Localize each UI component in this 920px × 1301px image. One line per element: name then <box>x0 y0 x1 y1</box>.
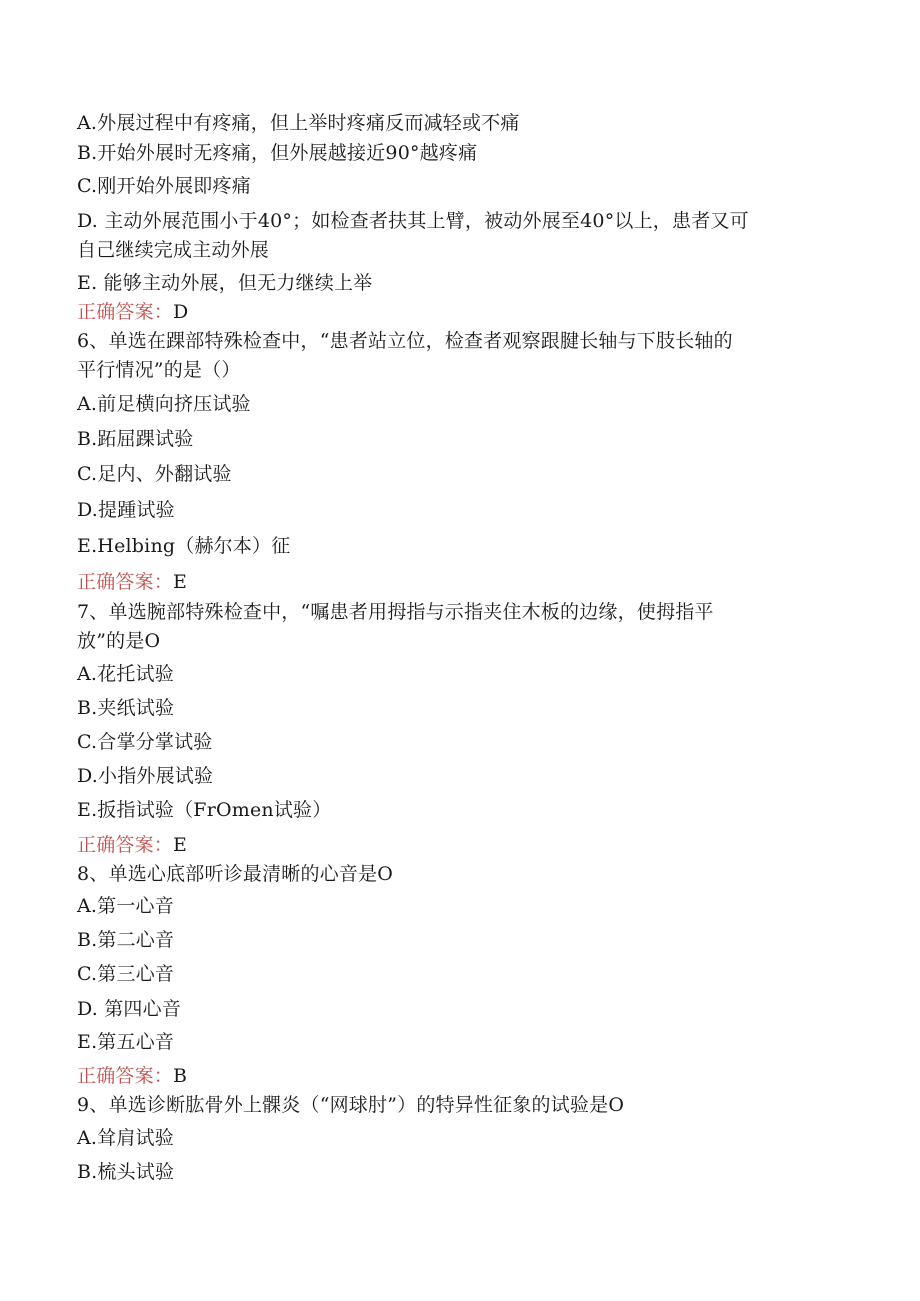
option-6d: D.提踵试验 <box>77 499 175 521</box>
option-9a: A.耸肩试验 <box>77 1127 174 1149</box>
answer-7 <box>77 830 837 860</box>
option-5d-line2: 自己继续完成主动外展 <box>77 239 270 261</box>
question-7-line1: 7、单选腕部特殊检查中，“嘱患者用拇指与示指夹住木板的边缘，使拇指平 <box>77 601 714 623</box>
answer-label: 正确答案： <box>77 834 174 856</box>
option-5e: E. 能够主动外展，但无力继续上举 <box>77 272 373 294</box>
option-8a: A.第一心音 <box>77 895 174 917</box>
option-6a: A.前足横向挤压试验 <box>77 393 251 415</box>
option-7d: D.小指外展试验 <box>77 765 214 787</box>
option-7b: B.夹纸试验 <box>77 697 175 719</box>
option-5a: A.外展过程中有疼痛，但上举时疼痛反而减轻或不痛 <box>77 112 520 134</box>
answer-8 <box>77 1061 837 1091</box>
option-8b: B.第二心音 <box>77 929 175 951</box>
option-9b: B.梳头试验 <box>77 1161 175 1183</box>
option-6c: C.足内、外翻试验 <box>77 463 232 485</box>
option-7e: E.扳指试验（FrOmen试验） <box>77 799 332 821</box>
question-9: 9、单选诊断肱骨外上髁炎（“网球肘”）的特异性征象的试验是O <box>77 1094 625 1116</box>
option-5b: B.开始外展时无疼痛，但外展越接近90°越疼痛 <box>77 142 478 164</box>
option-8c: C.第三心音 <box>77 963 175 985</box>
option-8e: E.第五心音 <box>77 1031 175 1053</box>
option-6e: E.Helbing（赫尔本）征 <box>77 535 291 557</box>
option-7c: C.合掌分掌试验 <box>77 731 213 753</box>
answer-value: E <box>173 571 188 593</box>
answer-label: 正确答案： <box>77 571 174 593</box>
answer-value: E <box>173 834 188 856</box>
question-8: 8、单选心底部听诊最清晰的心音是O <box>77 863 394 885</box>
question-6-line2: 平行情况”的是（） <box>77 359 241 381</box>
answer-label: 正确答案： <box>77 1065 174 1087</box>
question-7-line2: 放”的是O <box>77 630 161 652</box>
answer-value: D <box>173 301 189 323</box>
answer-6 <box>77 567 837 597</box>
option-6b: B.跖屈踝试验 <box>77 428 194 450</box>
answer-label: 正确答案： <box>77 301 174 323</box>
option-5c: C.刚开始外展即疼痛 <box>77 175 251 197</box>
question-6-line1: 6、单选在踝部特殊检查中，“患者站立位，检查者观察跟腱长轴与下肢长轴的 <box>77 330 733 352</box>
option-7a: A.花托试验 <box>77 663 174 685</box>
answer-5 <box>77 297 837 327</box>
option-8d: D. 第四心音 <box>77 998 182 1020</box>
answer-value: B <box>173 1065 188 1087</box>
option-5d-line1: D. 主动外展范围小于40°；如检查者扶其上臂，被动外展至40°以上，患者又可 <box>77 210 749 232</box>
